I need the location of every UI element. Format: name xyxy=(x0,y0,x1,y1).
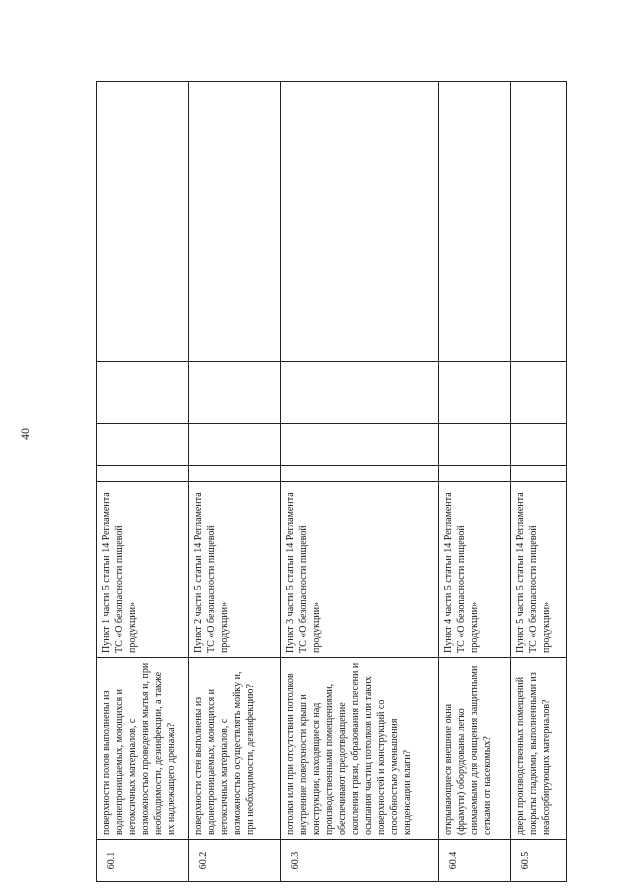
checklist-table-container xyxy=(96,82,566,882)
checklist-table xyxy=(96,81,567,882)
empty-cell xyxy=(511,424,567,466)
empty-cell xyxy=(511,466,567,482)
empty-cell xyxy=(511,82,567,362)
row-number: 60.5 xyxy=(511,840,567,882)
requirement-cell: двери производственных помещений покрыты гладкими, выполненными из неабсорбирующих материалов? xyxy=(511,658,567,840)
table-row xyxy=(439,82,511,882)
empty-cell xyxy=(97,82,189,362)
empty-cell xyxy=(439,424,511,466)
empty-cell xyxy=(281,424,439,466)
reference-cell: Пункт 2 части 5 статьи 14 Регламента ТС «О безопасности пищевой продукции» xyxy=(189,482,281,658)
row-number: 60.4 xyxy=(439,840,511,882)
row-number: 60.3 xyxy=(281,840,439,882)
empty-cell xyxy=(439,362,511,424)
reference-cell: Пункт 5 части 5 статьи 14 Регламента ТС «О безопасности пищевой продукции» xyxy=(511,482,567,658)
empty-cell xyxy=(281,466,439,482)
empty-cell xyxy=(97,424,189,466)
reference-cell: Пункт 1 части 5 статьи 14 Регламента ТС «О безопасности пищевой продукции» xyxy=(97,482,189,658)
page-number: 40 xyxy=(18,428,32,440)
empty-cell xyxy=(439,466,511,482)
empty-cell xyxy=(439,82,511,362)
empty-cell xyxy=(97,466,189,482)
table-row xyxy=(511,82,567,882)
empty-cell xyxy=(281,362,439,424)
reference-cell: Пункт 4 части 5 статьи 14 Регламента ТС «О безопасности пищевой продукции» xyxy=(439,482,511,658)
requirement-cell: открывающиеся внешние окна (фрамуги) оборудованы легко снимаемыми для очищения защитными сетками от насекомых? xyxy=(439,658,511,840)
table-row xyxy=(189,82,281,882)
row-number: 60.2 xyxy=(189,840,281,882)
empty-cell xyxy=(189,466,281,482)
requirement-cell: поверхности стен выполнены из водонепроницаемых, моющихся и нетоксичных материалов, с возможностью осуществлять мойку и, при необходимости, дезинфекцию? xyxy=(189,658,281,840)
empty-cell xyxy=(189,82,281,362)
requirement-cell: поверхности полов выполнены из водонепроницаемых, моющихся и нетоксичных материалов, с возможностью проведения мытья и, при необходимости, дезинфекции, а также их надлежащего дренажа? xyxy=(97,658,189,840)
reference-cell: Пункт 3 части 5 статьи 14 Регламента ТС «О безопасности пищевой продукции» xyxy=(281,482,439,658)
empty-cell xyxy=(189,424,281,466)
requirement-cell: потолки или при отсутствии потолков внутренние поверхности крыш и конструкции, находящиеся над производственными помещениями, обеспечивают предотвращение скопления грязи, образования плесени и осыпания частиц потолков или таких поверхностей и конструкций со способностью уменьшения конденсации влаги? xyxy=(281,658,439,840)
empty-cell xyxy=(97,362,189,424)
table-row xyxy=(97,82,189,882)
table-row xyxy=(281,82,439,882)
empty-cell xyxy=(189,362,281,424)
empty-cell xyxy=(281,82,439,362)
empty-cell xyxy=(511,362,567,424)
row-number: 60.1 xyxy=(97,840,189,882)
